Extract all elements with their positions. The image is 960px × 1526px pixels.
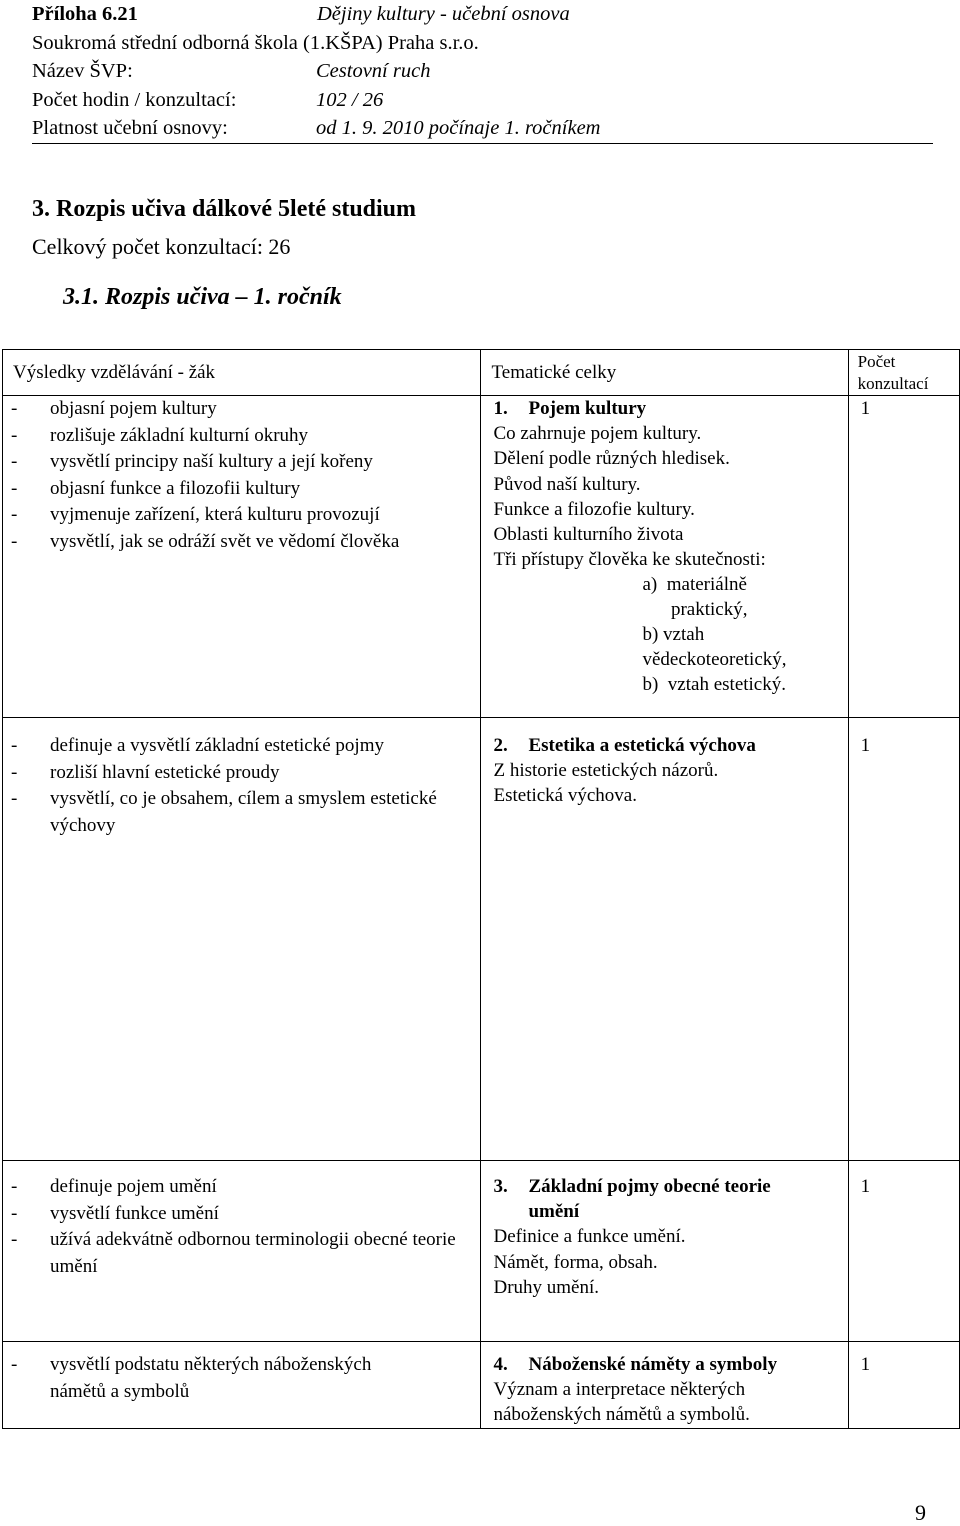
outcomes-cell [3,1161,481,1342]
approach-sublist: a) materiálně praktický, b) vztah vědeckoteoretický, b) vztah estetický. [642,574,787,696]
header-row-school [32,29,937,58]
subject-title: Dějiny kultury - učební osnova [317,3,570,25]
table-row [3,396,960,718]
header-row-appendix [32,0,937,29]
table-row [3,718,960,1161]
topic-title: 3. Základní pojmy obecné teorie [493,1176,771,1197]
section-total-consultations: Celkový počet konzultací: 26 [32,234,291,259]
topic-title: 1. Pojem kultury [493,398,647,419]
topics-cell: 3. Základní pojmy obecné teorie umění Definice a funkce umění. Námět, forma, obsah. Druhy umění. [481,1161,848,1342]
list-item: - rozliší hlavní estetické proudy [11,761,280,783]
subsection-title: 3.1. Rozpis učiva – 1. ročník [63,284,342,310]
count-cell: 1 [848,1161,959,1342]
header-row-validity [32,114,937,143]
svp-value: Cestovní ruch [316,60,431,82]
list-item: - definuje pojem umění [11,1176,217,1197]
table-row [3,1161,960,1342]
list-item: - definuje a vysvětlí základní estetické pojmy [11,735,384,756]
curriculum-table [2,349,960,1429]
count-cell: 1 [848,718,959,1161]
validity-label: Platnost učební osnovy: [32,117,228,139]
count-cell: 1 [848,1342,959,1429]
list-item: - vysvětlí podstatu některých náboženských námětů a symbolů [11,1354,372,1402]
list-item: - vysvětlí, co je obsahem, cílem a smyslem estetické výchovy [11,788,437,836]
topics-cell: 2. Estetika a estetická výchova Z historie estetických názorů. Estetická výchova. [481,718,848,1161]
list-item: - vyjmenuje zařízení, která kulturu provozují [11,504,380,526]
appendix-label: Příloha 6.21 [32,3,138,25]
hours-label: Počet hodin / konzultací: [32,88,237,111]
header-row-svp [32,57,937,86]
page-number: 9 [915,1500,926,1525]
section-title: 3. Rozpis učiva dálkové 5leté studium [32,196,417,222]
hours-value: 102 / 26 [316,88,384,111]
list-item: - vysvětlí funkce umění [11,1202,219,1224]
list-item: - objasní funkce a filozofii kultury [11,477,301,499]
validity-value: od 1. 9. 2010 počínaje 1. ročníkem [316,117,601,139]
header-outcomes: Výsledky vzdělávání - žák [3,350,481,396]
table-row [3,1342,960,1429]
topic-title: 2. Estetika a estetická výchova [493,735,756,756]
count-cell: 1 [848,396,959,718]
school-name: Soukromá střední odborná škola (1.KŠPA) Praha s.r.o. [32,31,479,54]
table-header-row [3,350,960,396]
list-item: - vysvětlí principy naší kultury a její kořeny [11,451,373,473]
outcomes-cell [3,1342,481,1429]
header-count: Počet konzultací [848,350,959,396]
svp-label: Název ŠVP: [32,60,133,82]
topics-cell: 4. Náboženské náměty a symboly Význam a interpretace některých náboženských námětů a symbolů. [481,1342,848,1429]
header-divider [32,143,933,144]
topics-cell: 1. Pojem kultury Co zahrnuje pojem kultury. Dělení podle různých hledisek. Původ naší kultury. Funkce a filozofie kultury. Oblasti kulturního života Tři přístupy člověka ke skutečnosti: a) materiálně praktický, b) vztah vědeckoteoretický, b) vztah estetický. [481,396,848,718]
list-item: - rozlišuje základní kulturní okruhy [11,424,309,446]
topic-title: 4. Náboženské náměty a symboly [493,1354,778,1375]
outcomes-cell [3,396,481,718]
list-item: - užívá adekvátně odbornou terminologii obecné teorie umění [11,1229,456,1277]
header-topics: Tematické celky [481,350,848,396]
header-row-hours [32,86,937,115]
list-item: - objasní pojem kultury [11,398,217,419]
list-item: - vysvětlí, jak se odráží svět ve vědomí člověka [11,530,400,552]
document-header [32,0,937,143]
outcomes-cell [3,718,481,1161]
